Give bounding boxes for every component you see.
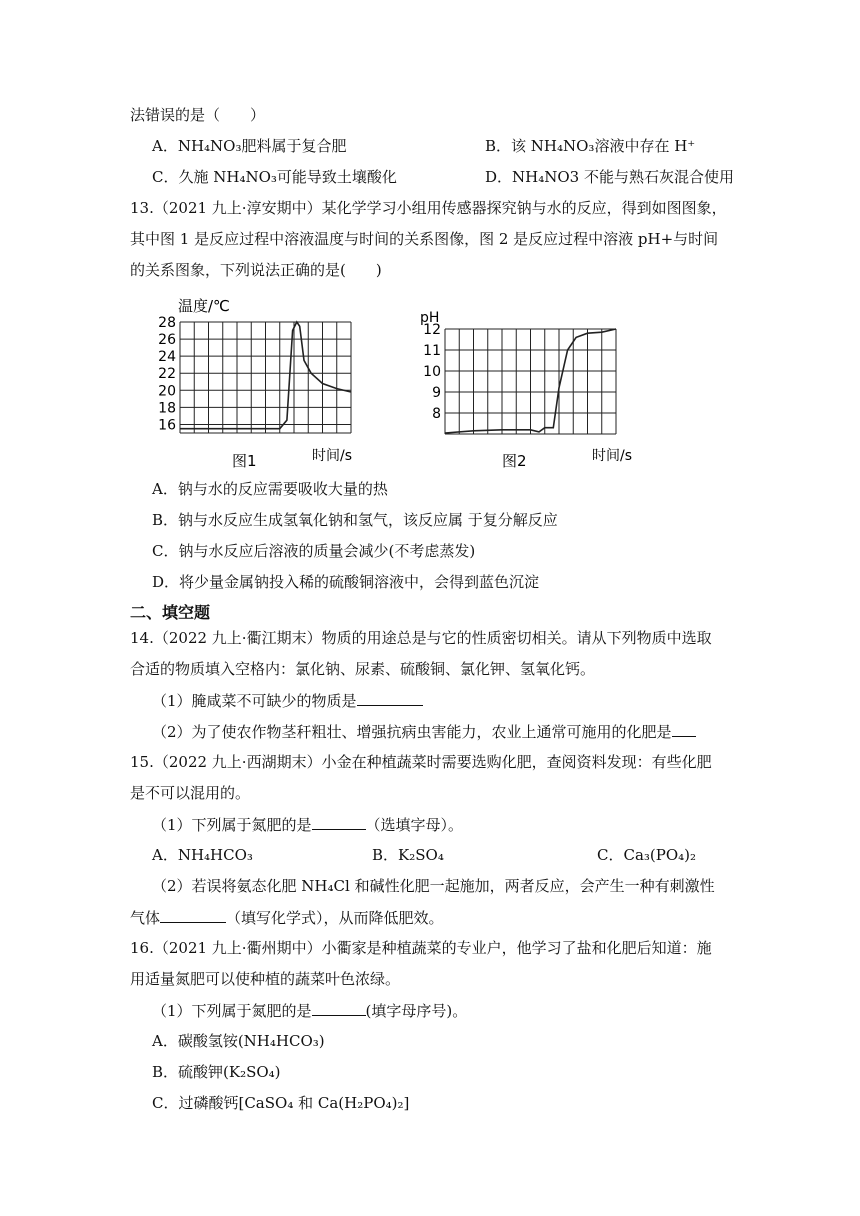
fig2-ytick-label: 8 [432, 406, 441, 422]
q14-sub1-text: （1）腌咸菜不可缺少的物质是 [152, 692, 357, 710]
fig1-ytick-label: 16 [158, 417, 176, 434]
section-title: 二、填空题 [130, 603, 211, 622]
q12-stem-tail: 法错误的是（ ） [130, 106, 266, 124]
fig2-ytick-label: 9 [432, 385, 441, 401]
q12-option-c: C．久施 NH₄NO₃可能导致土壤酸化 [152, 168, 397, 186]
fig1-title: 图1 [232, 452, 257, 470]
fig1-ytick-label: 22 [158, 366, 176, 383]
q14-stem-line1: 14.（2022 九上·衢江期末）物质的用途总是与它的性质密切相关。请从下列物质中选取 [130, 629, 712, 647]
fig2-ylabel: pH [420, 310, 440, 326]
fig2-ytick-label: 11 [423, 343, 441, 359]
q15-sub1-suffix: （选填字母）。 [365, 816, 464, 834]
q16-sub1 [152, 999, 467, 1022]
q14-sub2 [152, 720, 696, 743]
q15-sub2: （2）若误将氨态化肥 NH₄Cl 和碱性化肥一起施加，两者反应，会产生一种有刺激性 [152, 877, 715, 895]
q15-stem-line1: 15.（2022 九上·西湖期末）小金在种植蔬菜时需要选购化肥，查阅资料发现：有些化肥 [130, 753, 712, 771]
q15-blank-2[interactable] [160, 906, 226, 923]
q16-stem-line1: 16.（2021 九上·衢州期中）小衢家是种植蔬菜的专业户，他学习了盐和化肥后知道：施 [130, 939, 712, 957]
q13-option-b: B．钠与水反应生成氢氧化钠和氢气，该反应属 于复分解反应 [152, 511, 558, 529]
fig2-ytick-label: 10 [423, 364, 441, 380]
q15-sub1 [152, 813, 463, 836]
q14-blank-2[interactable] [672, 720, 696, 737]
q13-stem-line3: 的关系图象，下列说法正确的是( ) [130, 261, 382, 279]
fig1-ytick-label: 26 [158, 332, 176, 349]
q15-option-c: C．Ca₃(PO₄)₂ [597, 846, 697, 864]
q12-option-b: B．该 NH₄NO₃溶液中存在 H⁺ [485, 137, 696, 155]
fig1-xlabel: 时间/s [312, 448, 353, 464]
fig1-ylabel: 温度/℃ [178, 297, 230, 315]
q14-sub2-text: （2）为了使农作物茎秆粗壮、增强抗病虫害能力，农业上通常可施用的化肥是 [152, 723, 672, 741]
q12-option-a: A．NH₄NO₃肥料属于复合肥 [152, 137, 347, 155]
fig2-ytick-label: 12 [423, 322, 441, 338]
fig2-title: 图2 [502, 452, 527, 470]
q13-stem-line2: 其中图 1 是反应过程中溶液温度与时间的关系图像，图 2 是反应过程中溶液 pH+与时间 [130, 230, 719, 248]
q16-option-c: C．过磷酸钙[CaSO₄ 和 Ca(H₂PO₄)₂] [152, 1094, 410, 1112]
q13-option-d: D．将少量金属钠投入稀的硫酸铜溶液中，会得到蓝色沉淀 [152, 573, 540, 591]
fig2-xlabel: 时间/s [592, 448, 633, 464]
q15-option-a: A．NH₄HCO₃ [152, 846, 253, 864]
q15-blank-1[interactable] [312, 813, 366, 830]
q13-option-c: C．钠与水反应后溶液的质量会减少(不考虑蒸发) [152, 542, 476, 560]
q16-sub1-text: （1）下列属于氮肥的是 [152, 1002, 312, 1020]
q13-stem-line1: 13.（2021 九上·淳安期中）某化学学习小组用传感器探究钠与水的反应，得到如图图象， [130, 199, 727, 217]
q16-option-a: A．碳酸氢铵(NH₄HCO₃) [152, 1032, 325, 1050]
q16-option-b: B．硫酸钾(K₂SO₄) [152, 1063, 281, 1081]
q14-blank-1[interactable] [357, 689, 423, 706]
fig1-ytick-label: 20 [158, 383, 176, 400]
q16-blank-1[interactable] [312, 999, 366, 1016]
q16-stem-line2: 用适量氮肥可以使种植的蔬菜叶色浓绿。 [130, 970, 401, 988]
fig1-ytick-label: 18 [158, 400, 176, 417]
q15-option-b: B．K₂SO₄ [372, 846, 444, 864]
q14-sub1 [152, 689, 423, 712]
fig1-ytick-label: 28 [158, 315, 176, 331]
q15-sub2-gas: 气体 [130, 909, 161, 927]
q13-option-a: A．钠与水的反应需要吸收大量的热 [152, 480, 388, 498]
q15-sub2-suffix: （填写化学式），从而降低肥效。 [226, 909, 444, 927]
q12-option-d: D．NH₄NO3 不能与熟石灰混合使用 [485, 168, 734, 186]
fig1-ytick-label: 24 [158, 349, 176, 366]
q16-sub1-suffix: (填字母序号)。 [365, 1002, 468, 1020]
figure-1-temperature-chart [150, 292, 390, 472]
figure-2-ph-chart [418, 306, 648, 472]
q15-stem-line2: 是不可以混用的。 [130, 784, 251, 802]
q15-sub2-cont [130, 906, 444, 929]
q14-stem-line2: 合适的物质填入空格内：氯化钠、尿素、硫酸铜、氯化钾、氢氧化钙。 [130, 660, 596, 678]
q15-sub1-text: （1）下列属于氮肥的是 [152, 816, 312, 834]
